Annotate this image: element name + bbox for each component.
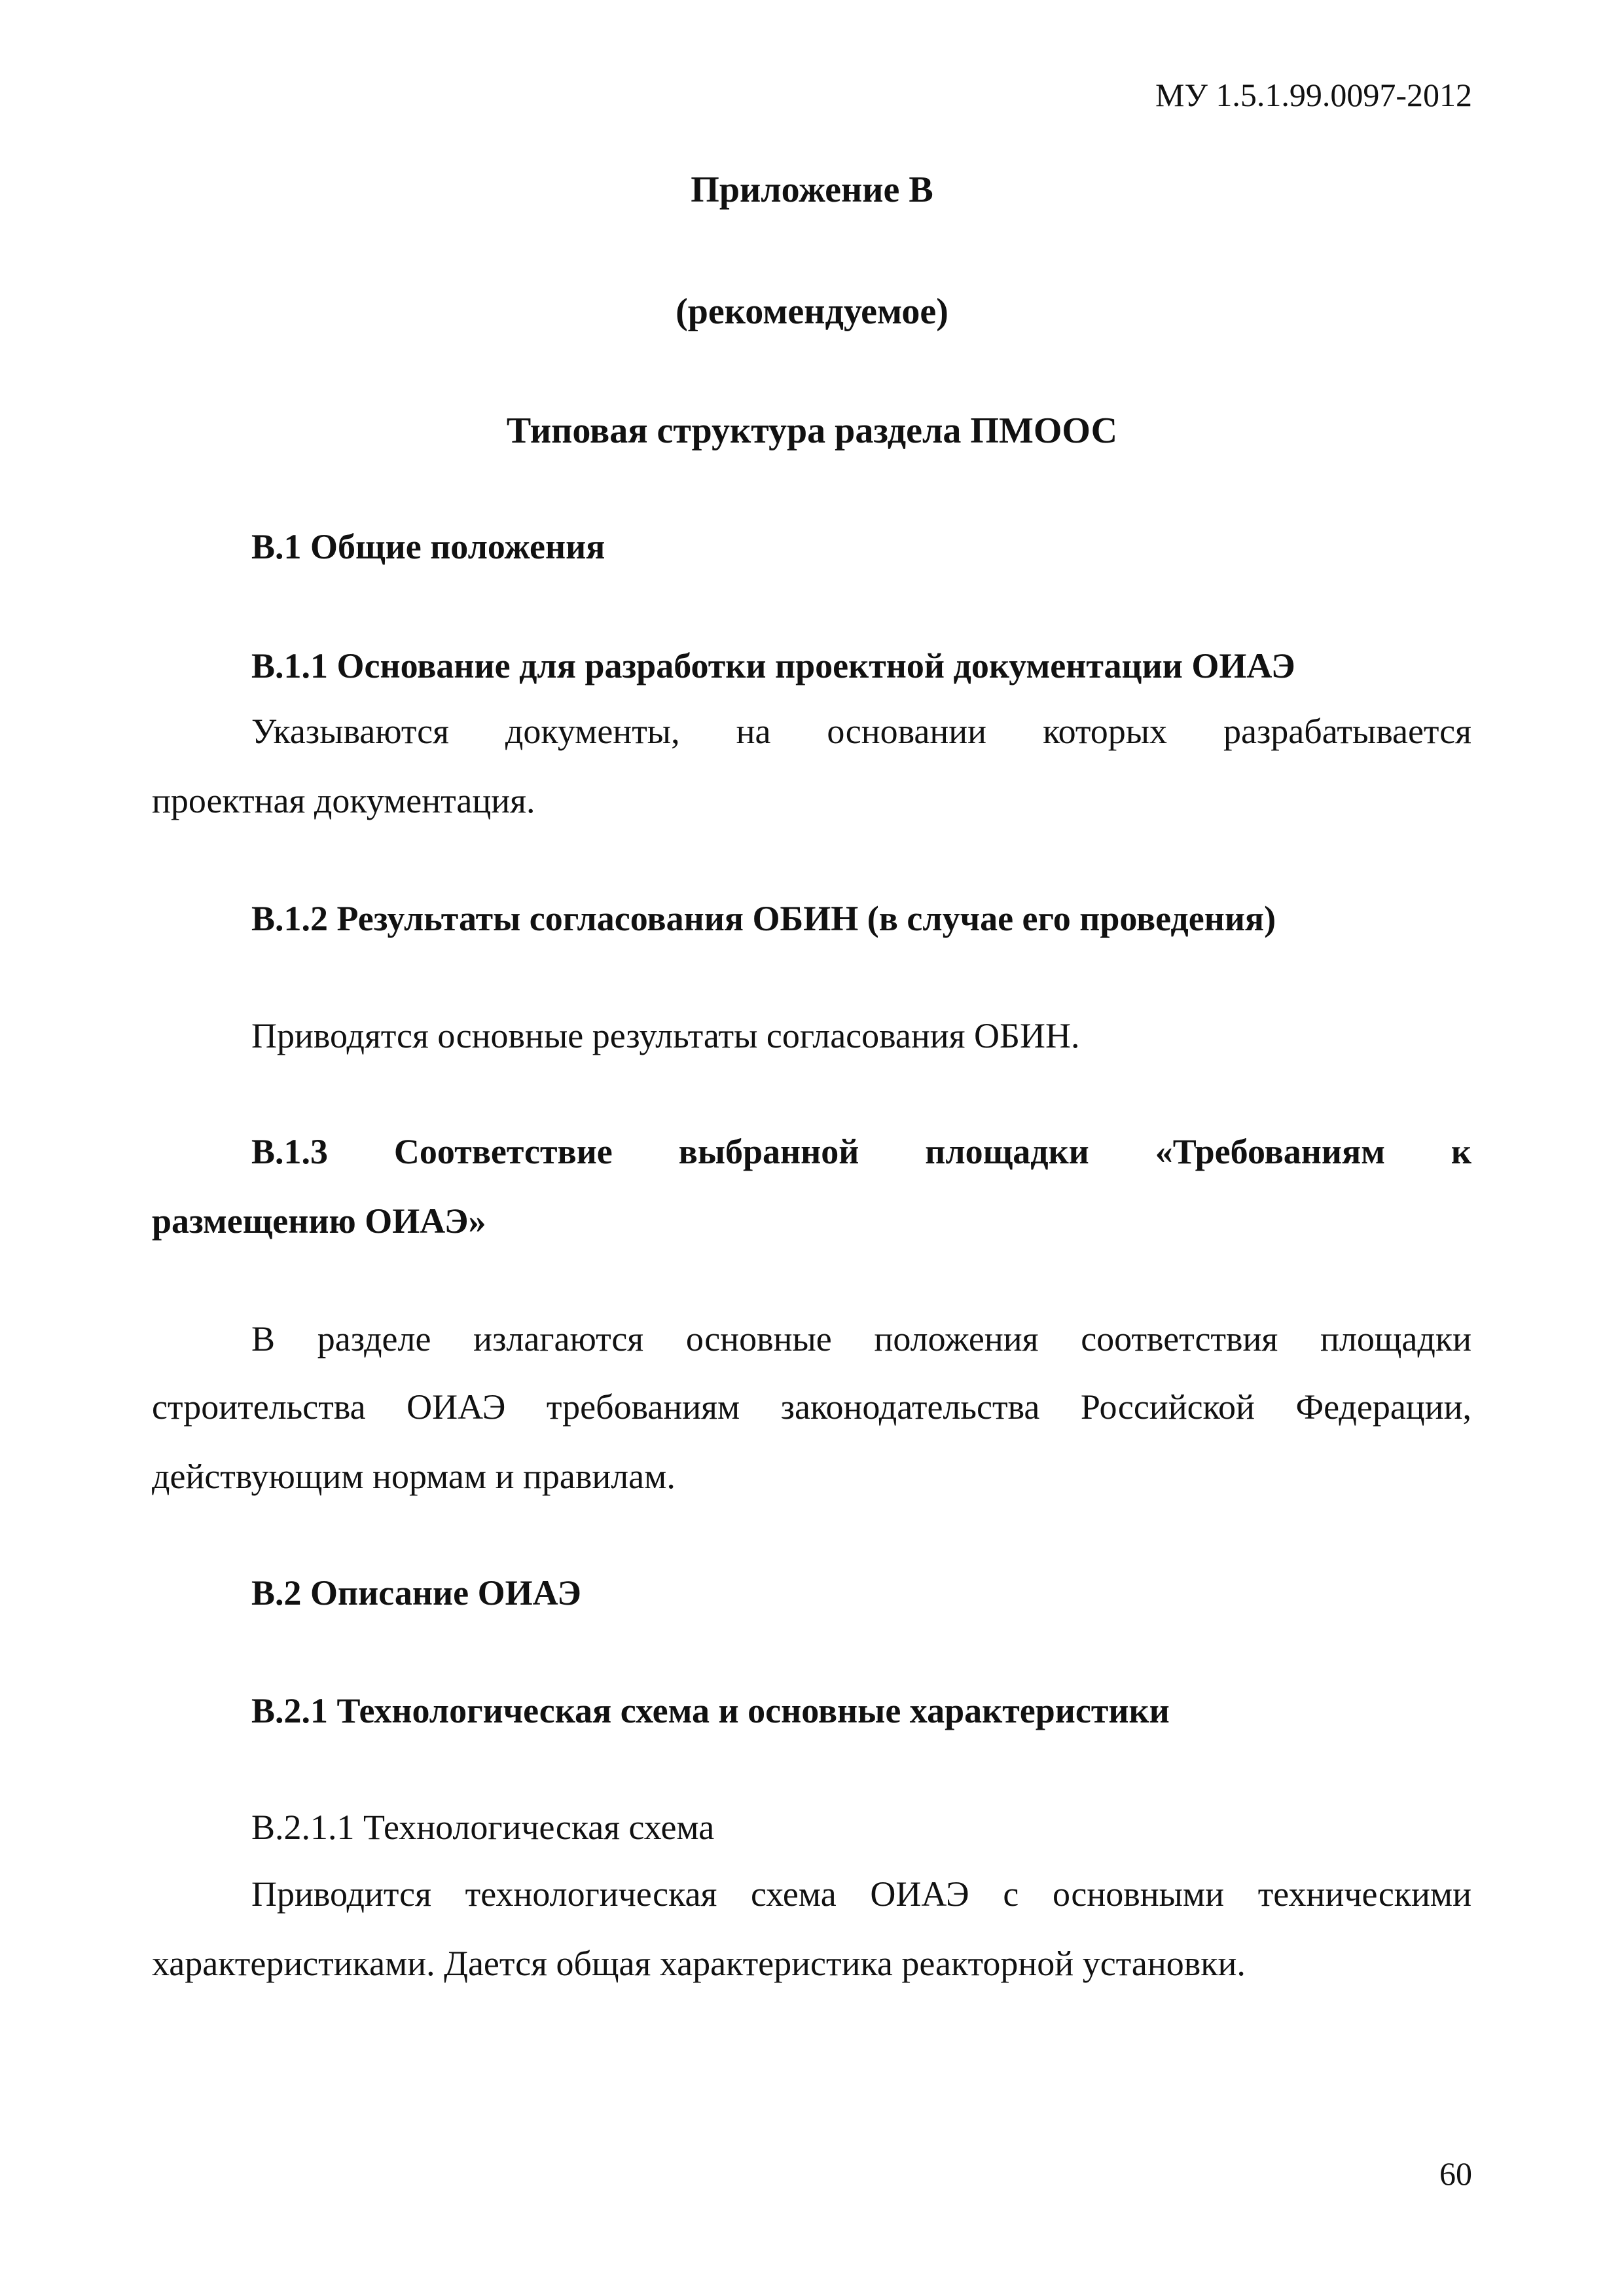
section-b13-heading-line2: размещению ОИАЭ»: [152, 1201, 486, 1241]
section-b13-text-line1: В разделе излагаются основные положения соответствия площадки: [251, 1319, 1471, 1358]
section-b2-heading: В.2 Описание ОИАЭ: [251, 1573, 581, 1613]
section-b11-text-line2: проектная документация.: [152, 781, 535, 820]
section-b11-heading: В.1.1 Основание для разработки проектной документации ОИАЭ: [251, 646, 1295, 685]
section-b13-heading-line1: В.1.3 Соответствие выбранной площадки «Требованиям к: [251, 1132, 1471, 1171]
appendix-status: (рекомендуемое): [676, 291, 948, 332]
page-number: 60: [1439, 2155, 1472, 2192]
section-b12-heading: В.1.2 Результаты согласования ОБИН (в случае его проведения): [251, 899, 1276, 938]
appendix-subject: Типовая структура раздела ПМООС: [506, 410, 1118, 451]
section-b1-heading: В.1 Общие положения: [251, 527, 605, 566]
section-b211-text-line2: характеристиками. Дается общая характеристика реакторной установки.: [152, 1944, 1246, 1983]
section-b13-text-line3: действующим нормам и правилам.: [152, 1457, 676, 1496]
section-b211-text-line1: Приводится технологическая схема ОИАЭ с основными техническими: [251, 1874, 1471, 1914]
section-b211-heading: В.2.1.1 Технологическая схема: [251, 1808, 715, 1847]
section-b11-text-line1: Указываются документы, на основании которых разрабатывается: [251, 712, 1471, 751]
section-b21-heading: В.2.1 Технологическая схема и основные характеристики: [251, 1691, 1170, 1730]
section-b12-text: Приводятся основные результаты согласования ОБИН.: [251, 1016, 1080, 1055]
appendix-title: Приложение В: [691, 170, 933, 210]
section-b13-text-line2: строительства ОИАЭ требованиям законодательства Российской Федерации,: [152, 1387, 1471, 1427]
document-code: МУ 1.5.1.99.0097-2012: [1155, 77, 1472, 113]
